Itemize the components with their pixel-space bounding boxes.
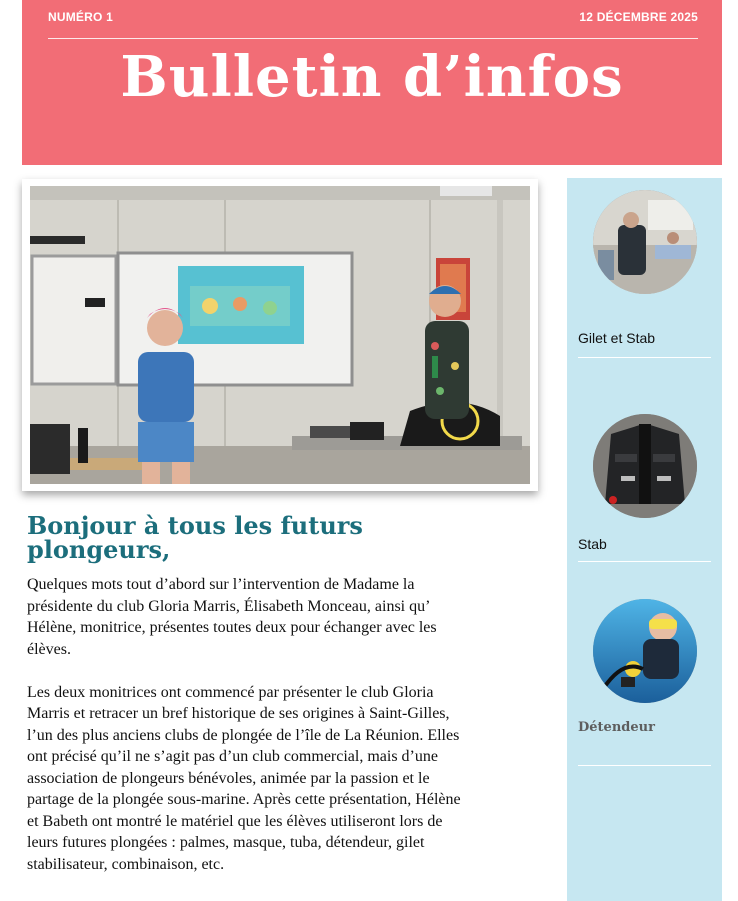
sidebar bbox=[567, 178, 722, 901]
issue-number: NUMÉRO 1 bbox=[48, 10, 113, 24]
bcd-vest-thumbnail bbox=[593, 414, 697, 518]
gilet-stab-photo bbox=[593, 190, 697, 294]
article-headline: Bonjour à tous les futurs plongeurs, bbox=[27, 511, 363, 564]
sidebar-divider bbox=[578, 357, 711, 358]
classroom-illustration bbox=[30, 186, 530, 484]
sidebar-divider bbox=[578, 765, 711, 766]
detendeur-label: Détendeur bbox=[578, 720, 655, 735]
diver-thumbnail bbox=[593, 599, 697, 703]
header-banner bbox=[22, 0, 722, 165]
sidebar-item-gilet-stab bbox=[578, 190, 711, 360]
stab-photo bbox=[593, 414, 697, 518]
stab-label: Stab bbox=[578, 536, 607, 552]
article-paragraph: Quelques mots tout d’abord sur l’intervention de Madame la présidente du club Gloria Marris, Élisabeth Monceau, ainsi qu’ Hélène, monitrice, présentes toutes deux pour échanger avec les élèves. bbox=[27, 576, 437, 658]
sidebar-item-stab bbox=[578, 414, 711, 564]
article-paragraph: Les deux monitrices ont commencé par présenter le club Gloria Marris et retracer un bref historique de ses origines à Saint-Gilles, l’un des plus anciens clubs de plongée de l’île de La Réunion. Elles ont précisé qu’il ne s’agit pas d’un club commercial, mais d’une association de plongeurs bénévoles, animée par la passion et le partage de la plongée sous-marine. Après cette présentation, Hélène et Babeth ont montré le matériel que les élèves utiliseront lors de leurs futures plongées : palmes, masque, tuba, détendeur, gilet stabilisateur, combinaison, etc. bbox=[27, 683, 461, 873]
newsletter-title: Bulletin d’infos bbox=[120, 44, 624, 110]
main-photo bbox=[22, 179, 538, 491]
classroom-scene bbox=[30, 186, 530, 484]
article-body bbox=[27, 574, 467, 897]
detendeur-photo bbox=[593, 599, 697, 703]
header-meta bbox=[48, 10, 698, 39]
classroom-thumbnail bbox=[593, 190, 697, 294]
sidebar-divider bbox=[578, 561, 711, 562]
issue-date: 12 DÉCEMBRE 2025 bbox=[579, 10, 698, 24]
sidebar-item-detendeur bbox=[578, 599, 711, 769]
gilet-stab-label: Gilet et Stab bbox=[578, 330, 656, 346]
